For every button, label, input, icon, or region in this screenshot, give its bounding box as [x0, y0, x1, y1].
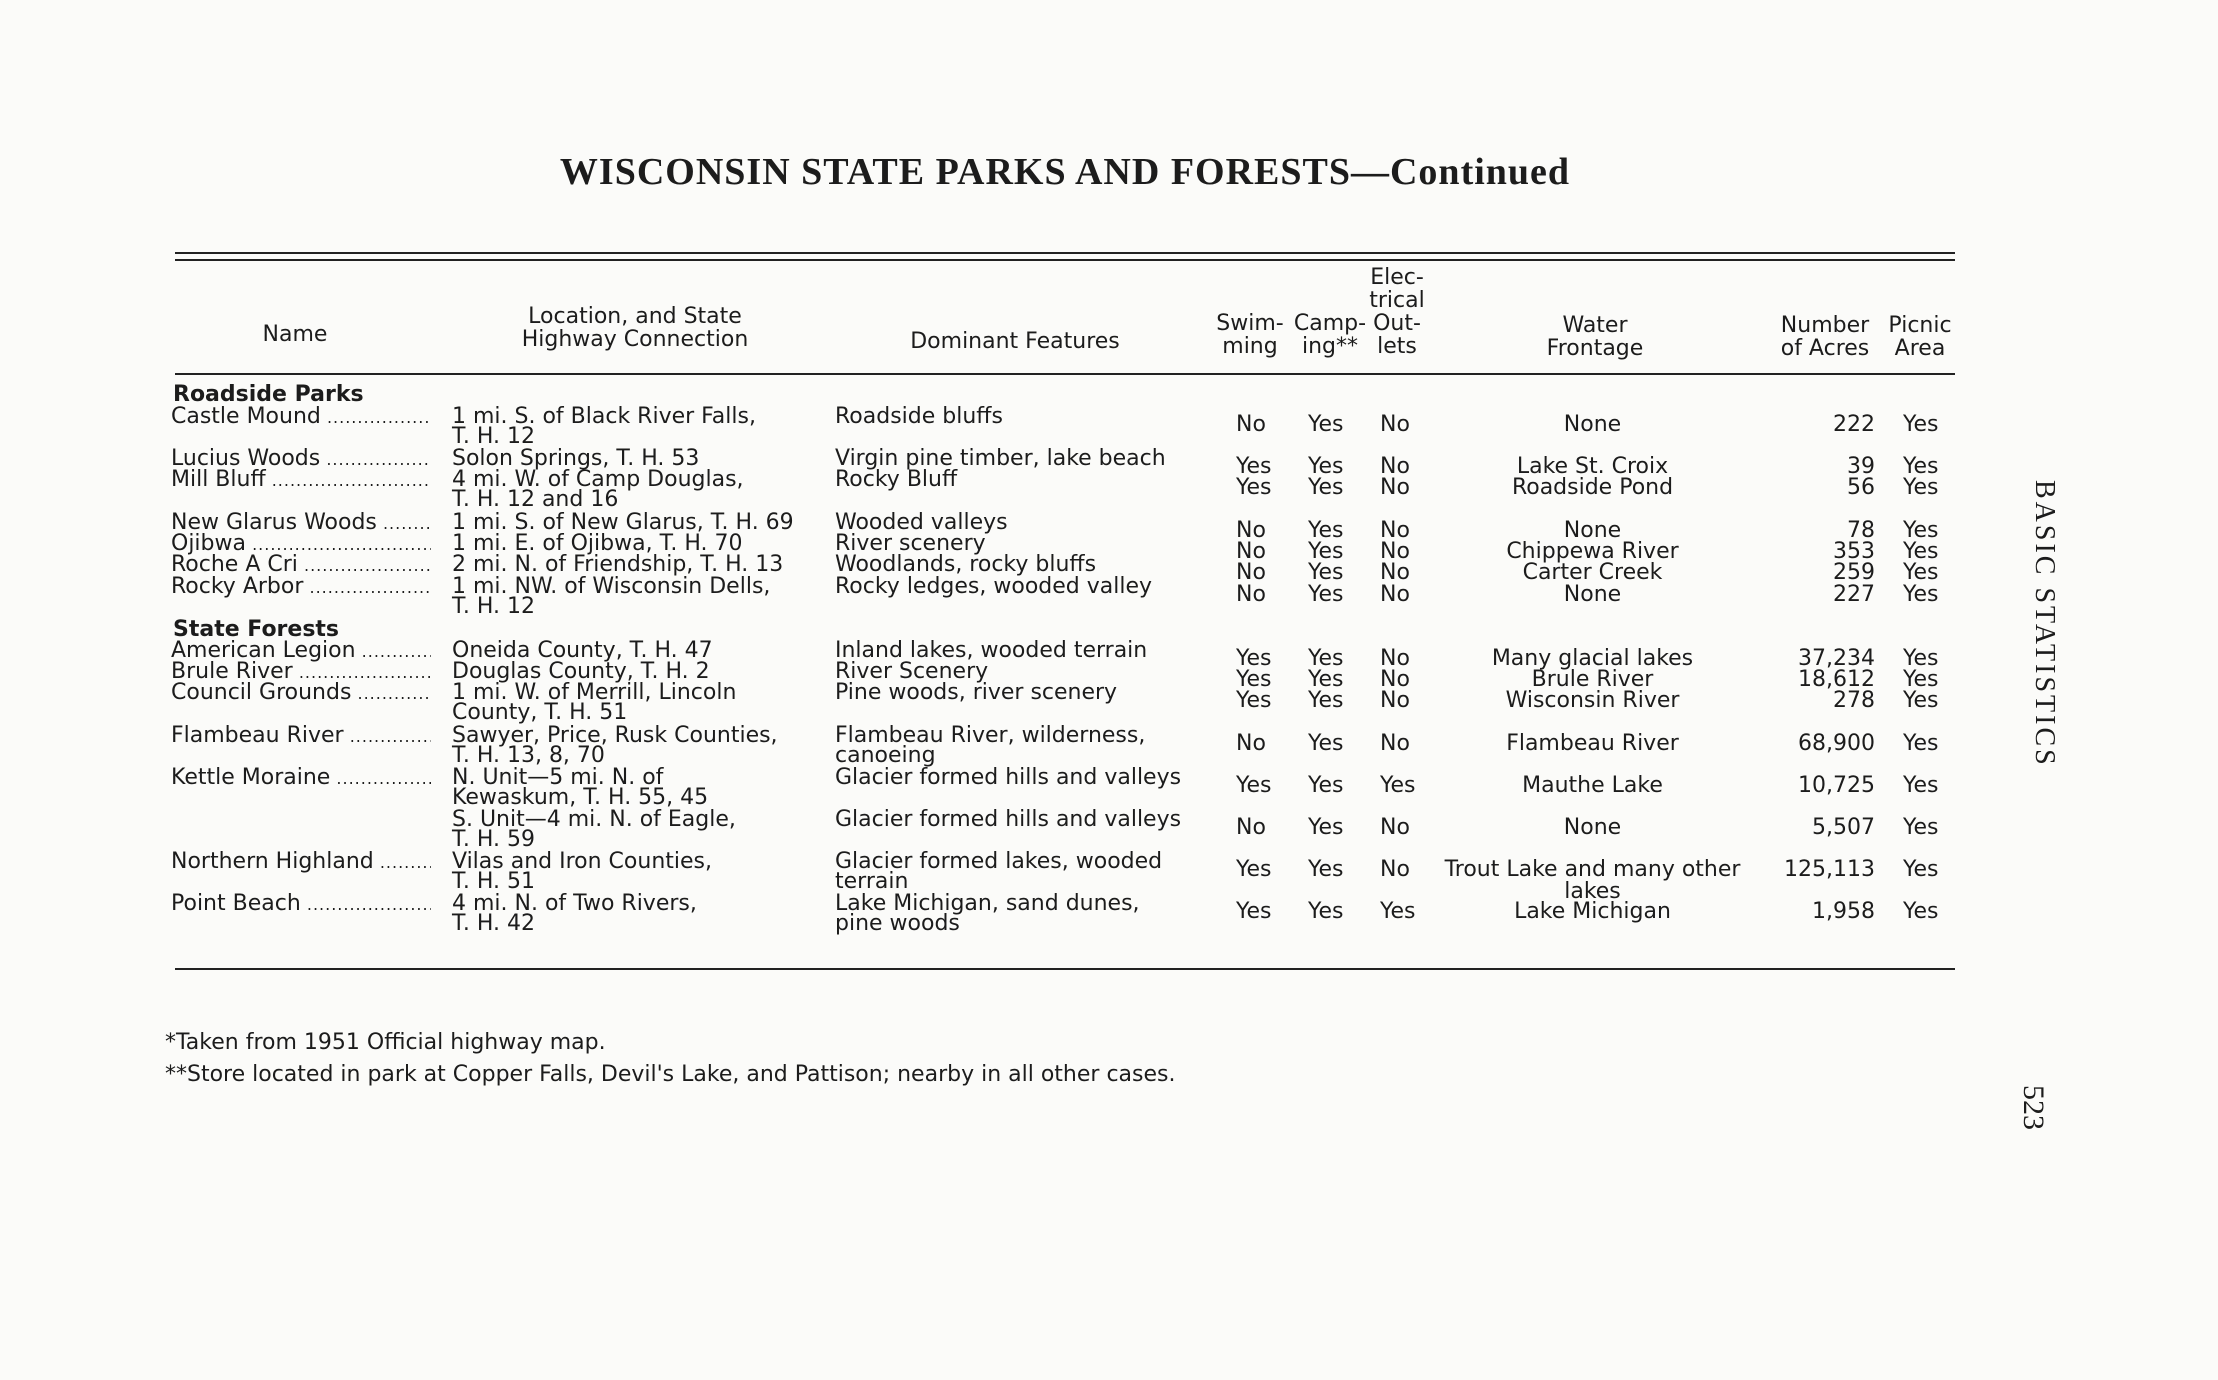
row-5-features: Woodlands, rocky bluffs — [835, 552, 1097, 577]
row-7-picnic: Yes — [1903, 646, 1939, 671]
row-13-location-line-1: T. H. 51 — [452, 869, 535, 894]
row-2-picnic: Yes — [1903, 475, 1939, 500]
row-10-acres: 68,900 — [1798, 731, 1875, 756]
row-14-outlets: Yes — [1380, 899, 1416, 924]
row-7-name: American Legion ..... — [171, 640, 431, 663]
row-13-location-line-0: Vilas and Iron Counties, — [452, 849, 712, 874]
row-10-features-line-1: canoeing — [835, 743, 936, 768]
row-1-outlets: No — [1380, 454, 1410, 479]
row-11-swimming: Yes — [1236, 773, 1272, 798]
page-title: WISCONSIN STATE PARKS AND FORESTS—Continued — [559, 151, 1571, 193]
side-label: BASIC STATISTICS — [2029, 480, 2060, 768]
row-1-acres: 39 — [1847, 454, 1875, 479]
row-6-location-line-0: 1 mi. NW. of Wisconsin Dells, — [452, 574, 771, 599]
row-8-acres: 18,612 — [1798, 667, 1875, 692]
row-11-picnic: Yes — [1903, 773, 1939, 798]
row-9-camping: Yes — [1308, 688, 1344, 713]
row-8-water: Brule River — [1531, 667, 1654, 692]
row-9-acres: 278 — [1833, 688, 1875, 713]
row-10-water: Flambeau River — [1506, 731, 1679, 756]
row-8-location: Douglas County, T. H. 2 — [452, 659, 710, 684]
row-8-picnic: Yes — [1903, 667, 1939, 692]
row-4-acres: 353 — [1833, 539, 1875, 564]
row-12-swimming: No — [1236, 815, 1266, 840]
header-rule — [175, 373, 1955, 375]
row-8-name: Brule River ..... — [171, 661, 431, 684]
header-acres: Number of Acres — [1780, 313, 1870, 361]
row-5-water: Carter Creek — [1522, 560, 1663, 585]
row-12-picnic: Yes — [1903, 815, 1939, 840]
row-0-picnic: Yes — [1903, 412, 1939, 437]
header-features: Dominant Features — [910, 329, 1120, 354]
row-0-camping: Yes — [1308, 412, 1344, 437]
row-5-name: Roche A Cri ..... — [171, 554, 431, 577]
header-water-frontage: Water Frontage — [1546, 313, 1644, 361]
row-13-name: Northern Highland ..... — [171, 851, 431, 874]
row-3-location: 1 mi. S. of New Glarus, T. H. 69 — [452, 510, 794, 535]
row-2-features: Rocky Bluff — [835, 467, 958, 492]
row-5-outlets: No — [1380, 560, 1410, 585]
header-location: Location, and State Highway Connection — [521, 304, 749, 352]
bottom-rule — [175, 968, 1955, 970]
row-0-acres: 222 — [1833, 412, 1875, 437]
row-2-acres: 56 — [1847, 475, 1875, 500]
header-outlets: Elec- trical Out- lets — [1369, 265, 1425, 359]
row-1-name: Lucius Woods ..... — [171, 448, 431, 471]
row-14-features-line-0: Lake Michigan, sand dunes, — [835, 891, 1140, 916]
row-5-acres: 259 — [1833, 560, 1875, 585]
row-14-location-line-0: 4 mi. N. of Two Rivers, — [452, 891, 697, 916]
row-12-features: Glacier formed hills and valleys — [835, 807, 1182, 832]
row-10-camping: Yes — [1308, 731, 1344, 756]
row-0-swimming: No — [1236, 412, 1266, 437]
row-6-swimming: No — [1236, 582, 1266, 607]
row-0-features: Roadside bluffs — [835, 404, 1003, 429]
row-3-name: New Glarus Woods ..... — [171, 512, 431, 535]
row-10-features-line-0: Flambeau River, wilderness, — [835, 723, 1146, 748]
row-10-location-line-1: T. H. 13, 8, 70 — [452, 743, 605, 768]
row-0-name: Castle Mound ..... — [171, 406, 431, 429]
row-5-swimming: No — [1236, 560, 1266, 585]
row-14-camping: Yes — [1308, 899, 1344, 924]
row-7-features: Inland lakes, wooded terrain — [835, 638, 1148, 663]
row-8-swimming: Yes — [1236, 667, 1272, 692]
row-14-acres: 1,958 — [1812, 899, 1875, 924]
row-4-swimming: No — [1236, 539, 1266, 564]
row-10-picnic: Yes — [1903, 731, 1939, 756]
row-5-location: 2 mi. N. of Friendship, T. H. 13 — [452, 552, 784, 577]
row-11-water: Mauthe Lake — [1522, 773, 1663, 798]
row-13-acres: 125,113 — [1784, 857, 1875, 882]
row-7-swimming: Yes — [1236, 646, 1272, 671]
row-8-features: River Scenery — [835, 659, 989, 684]
row-7-camping: Yes — [1308, 646, 1344, 671]
row-9-swimming: Yes — [1236, 688, 1272, 713]
row-2-outlets: No — [1380, 475, 1410, 500]
row-7-location: Oneida County, T. H. 47 — [452, 638, 713, 663]
row-9-water: Wisconsin River — [1505, 688, 1680, 713]
top-rule-double — [175, 259, 1955, 261]
row-9-location-line-1: County, T. H. 51 — [452, 700, 628, 725]
row-4-water: Chippewa River — [1506, 539, 1679, 564]
row-14-water: Lake Michigan — [1514, 899, 1671, 924]
row-9-picnic: Yes — [1903, 688, 1939, 713]
row-14-name: Point Beach ..... — [171, 893, 431, 916]
row-9-outlets: No — [1380, 688, 1410, 713]
row-12-outlets: No — [1380, 815, 1410, 840]
row-14-picnic: Yes — [1903, 899, 1939, 924]
row-6-features: Rocky ledges, wooded valley — [835, 574, 1153, 599]
row-3-camping: Yes — [1308, 518, 1344, 543]
row-1-location: Solon Springs, T. H. 53 — [452, 446, 700, 471]
row-0-location-line-0: 1 mi. S. of Black River Falls, — [452, 404, 756, 429]
row-9-location-line-0: 1 mi. W. of Merrill, Lincoln — [452, 680, 737, 705]
footnote-1: *Taken from 1951 Official highway map. — [165, 1030, 606, 1055]
row-2-camping: Yes — [1308, 475, 1344, 500]
row-14-location-line-1: T. H. 42 — [452, 911, 535, 936]
row-11-features: Glacier formed hills and valleys — [835, 765, 1182, 790]
header-picnic: Picnic Area — [1888, 313, 1952, 361]
footnote-2: **Store located in park at Copper Falls, Devil's Lake, and Pattison; nearby in all other cases. — [165, 1062, 1176, 1087]
section-state-forests: State Forests — [173, 617, 340, 642]
row-12-location-line-1: T. H. 59 — [452, 827, 535, 852]
top-rule — [175, 252, 1955, 254]
row-11-outlets: Yes — [1380, 773, 1416, 798]
row-6-water: None — [1563, 582, 1622, 607]
row-13-camping: Yes — [1308, 857, 1344, 882]
row-2-name: Mill Bluff ..... — [171, 469, 431, 492]
row-7-acres: 37,234 — [1798, 646, 1875, 671]
row-6-name: Rocky Arbor ..... — [171, 576, 431, 599]
row-3-swimming: No — [1236, 518, 1266, 543]
row-11-location-line-1: Kewaskum, T. H. 55, 45 — [452, 785, 709, 810]
row-1-water: Lake St. Croix — [1516, 454, 1669, 479]
header-camping: Camp- ing** — [1293, 311, 1367, 359]
row-2-location-line-1: T. H. 12 and 16 — [452, 487, 619, 512]
row-13-water: Trout Lake and many other lakes — [1444, 857, 1741, 904]
row-3-picnic: Yes — [1903, 518, 1939, 543]
row-1-camping: Yes — [1308, 454, 1344, 479]
row-8-camping: Yes — [1308, 667, 1344, 692]
row-4-features: River scenery — [835, 531, 986, 556]
row-4-camping: Yes — [1308, 539, 1344, 564]
row-9-name: Council Grounds ..... — [171, 682, 431, 705]
row-11-acres: 10,725 — [1798, 773, 1875, 798]
row-14-swimming: Yes — [1236, 899, 1272, 924]
row-4-picnic: Yes — [1903, 539, 1939, 564]
row-7-water: Many glacial lakes — [1491, 646, 1694, 671]
row-13-swimming: Yes — [1236, 857, 1272, 882]
row-13-features-line-0: Glacier formed lakes, wooded — [835, 849, 1163, 874]
row-4-name: Ojibwa ..... — [171, 533, 431, 556]
row-5-camping: Yes — [1308, 560, 1344, 585]
page-number: 523 — [2017, 1085, 2050, 1130]
row-6-acres: 227 — [1833, 582, 1875, 607]
row-3-outlets: No — [1380, 518, 1410, 543]
row-0-location-line-1: T. H. 12 — [452, 424, 535, 449]
row-14-features-line-1: pine woods — [835, 911, 960, 936]
row-11-location-line-0: N. Unit—5 mi. N. of — [452, 765, 664, 790]
row-11-name: Kettle Moraine ..... — [171, 767, 431, 790]
row-11-camping: Yes — [1308, 773, 1344, 798]
row-9-features: Pine woods, river scenery — [835, 680, 1118, 705]
row-3-features: Wooded valleys — [835, 510, 1008, 535]
row-6-camping: Yes — [1308, 582, 1344, 607]
row-12-location-line-0: S. Unit—4 mi. N. of Eagle, — [452, 807, 736, 832]
row-6-location-line-1: T. H. 12 — [452, 594, 535, 619]
section-roadside-parks: Roadside Parks — [173, 382, 364, 407]
row-13-picnic: Yes — [1903, 857, 1939, 882]
row-0-water: None — [1563, 412, 1622, 437]
row-8-outlets: No — [1380, 667, 1410, 692]
row-0-outlets: No — [1380, 412, 1410, 437]
row-3-water: None — [1563, 518, 1622, 543]
row-1-features: Virgin pine timber, lake beach — [835, 446, 1166, 471]
row-4-location: 1 mi. E. of Ojibwa, T. H. 70 — [452, 531, 743, 556]
row-5-picnic: Yes — [1903, 560, 1939, 585]
row-10-name: Flambeau River ..... — [171, 725, 431, 748]
row-2-swimming: Yes — [1236, 475, 1272, 500]
row-10-swimming: No — [1236, 731, 1266, 756]
row-2-location-line-0: 4 mi. W. of Camp Douglas, — [452, 467, 744, 492]
row-1-swimming: Yes — [1236, 454, 1272, 479]
row-12-camping: Yes — [1308, 815, 1344, 840]
row-7-outlets: No — [1380, 646, 1410, 671]
row-10-outlets: No — [1380, 731, 1410, 756]
row-12-acres: 5,507 — [1812, 815, 1875, 840]
row-6-outlets: No — [1380, 582, 1410, 607]
row-4-outlets: No — [1380, 539, 1410, 564]
row-1-picnic: Yes — [1903, 454, 1939, 479]
row-3-acres: 78 — [1847, 518, 1875, 543]
row-10-location-line-0: Sawyer, Price, Rusk Counties, — [452, 723, 778, 748]
row-13-outlets: No — [1380, 857, 1410, 882]
row-6-picnic: Yes — [1903, 582, 1939, 607]
header-name: Name — [262, 322, 328, 347]
row-12-water: None — [1563, 815, 1622, 840]
header-swimming: Swim- ming — [1216, 311, 1284, 359]
row-13-features-line-1: terrain — [835, 869, 909, 894]
row-2-water: Roadside Pond — [1511, 475, 1674, 500]
